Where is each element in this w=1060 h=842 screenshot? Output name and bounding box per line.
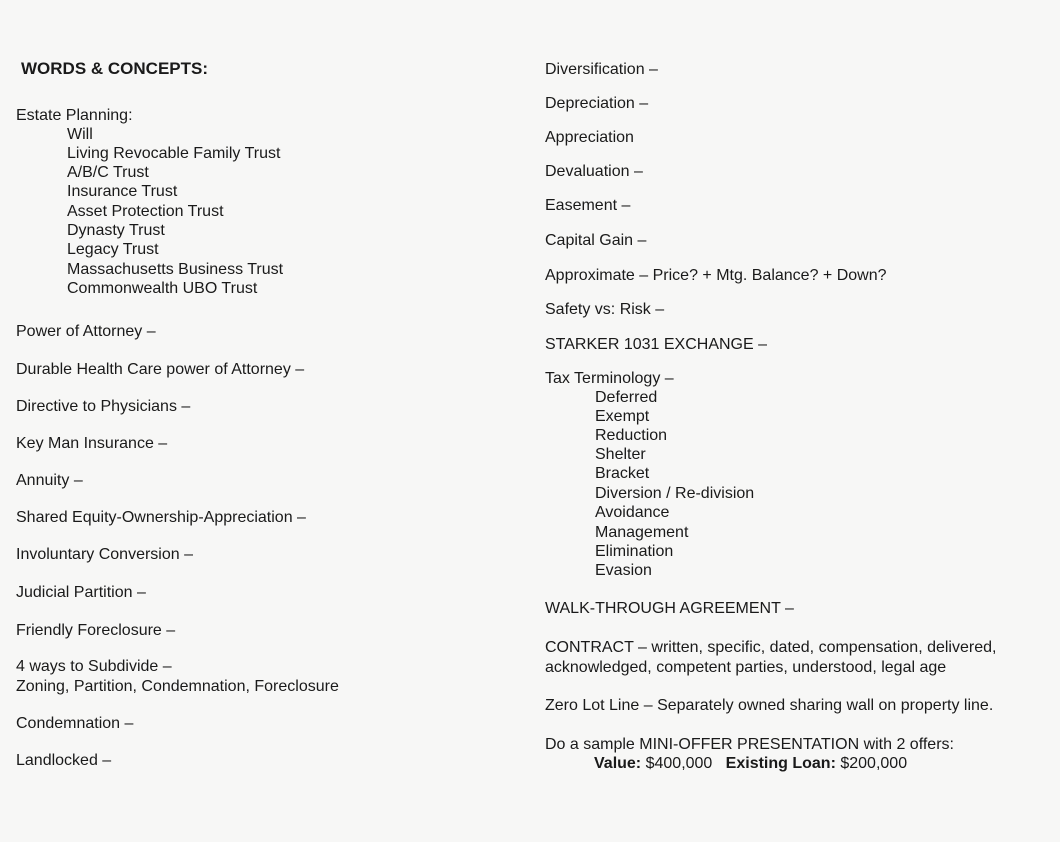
- tax-item: Evasion: [595, 562, 652, 579]
- tax-item: Reduction: [595, 427, 668, 444]
- term-item: Annuity –: [16, 472, 83, 489]
- page-heading: WORDS & CONCEPTS:: [21, 59, 208, 78]
- existing-loan-label: Existing Loan:: [725, 755, 836, 772]
- estate-item: Asset Protection Trust: [67, 203, 224, 220]
- term-item: Condemnation –: [16, 715, 134, 732]
- value-label: Value:: [594, 755, 642, 772]
- existing-loan-amount: $200,000: [840, 755, 908, 772]
- term-item: Capital Gain –: [545, 232, 647, 249]
- term-item: Devaluation –: [545, 163, 643, 180]
- estate-item: Dynasty Trust: [67, 222, 165, 239]
- estate-item: Commonwealth UBO Trust: [67, 280, 258, 297]
- term-item: Depreciation –: [545, 95, 649, 112]
- term-item: Key Man Insurance –: [16, 435, 168, 452]
- estate-item: Living Revocable Family Trust: [67, 145, 281, 162]
- offer-values: [594, 754, 907, 773]
- term-item: Shared Equity-Ownership-Appreciation –: [16, 509, 306, 526]
- term-item: Judicial Partition –: [16, 584, 146, 601]
- zero-lot-line: Zero Lot Line – Separately owned sharing wall on property line.: [545, 697, 994, 714]
- tax-item: Elimination: [595, 543, 674, 560]
- term-item: Power of Attorney –: [16, 323, 156, 340]
- contract-line-2: acknowledged, competent parties, understood, legal age: [545, 659, 947, 676]
- mini-offer-line: Do a sample MINI-OFFER PRESENTATION with 2 offers:: [545, 736, 954, 753]
- subdivide-detail: Zoning, Partition, Condemnation, Foreclosure: [16, 678, 339, 695]
- estate-item: Massachusetts Business Trust: [67, 261, 284, 278]
- estate-item: A/B/C Trust: [67, 164, 149, 181]
- walk-through-agreement: WALK-THROUGH AGREEMENT –: [545, 600, 794, 617]
- tax-item: Exempt: [595, 408, 650, 425]
- estate-item: Insurance Trust: [67, 183, 178, 200]
- estate-item: Will: [67, 126, 93, 143]
- tax-item: Diversion / Re-division: [595, 485, 755, 502]
- tax-item: Bracket: [595, 465, 650, 482]
- estate-item: Legacy Trust: [67, 241, 159, 258]
- term-item: Easement –: [545, 197, 631, 214]
- term-item: Safety vs: Risk –: [545, 301, 665, 318]
- term-item: Durable Health Care power of Attorney –: [16, 361, 305, 378]
- tax-item: Shelter: [595, 446, 646, 463]
- term-item: Involuntary Conversion –: [16, 546, 193, 563]
- tax-item: Deferred: [595, 389, 658, 406]
- term-item: Friendly Foreclosure –: [16, 622, 176, 639]
- term-item: Directive to Physicians –: [16, 398, 191, 415]
- contract-line-1: CONTRACT – written, specific, dated, compensation, delivered,: [545, 639, 997, 656]
- tax-item: Management: [595, 524, 689, 541]
- term-item: Landlocked –: [16, 752, 112, 769]
- term-item: Approximate – Price? + Mtg. Balance? + Down?: [545, 267, 887, 284]
- estate-planning-label: Estate Planning:: [16, 107, 133, 124]
- term-item: Appreciation: [545, 129, 634, 146]
- subdivide-label: 4 ways to Subdivide –: [16, 658, 172, 675]
- term-item: Diversification –: [545, 61, 658, 78]
- tax-item: Avoidance: [595, 504, 670, 521]
- tax-terminology-label: Tax Terminology –: [545, 370, 674, 387]
- term-item: STARKER 1031 EXCHANGE –: [545, 336, 768, 353]
- value-amount: $400,000: [645, 755, 713, 772]
